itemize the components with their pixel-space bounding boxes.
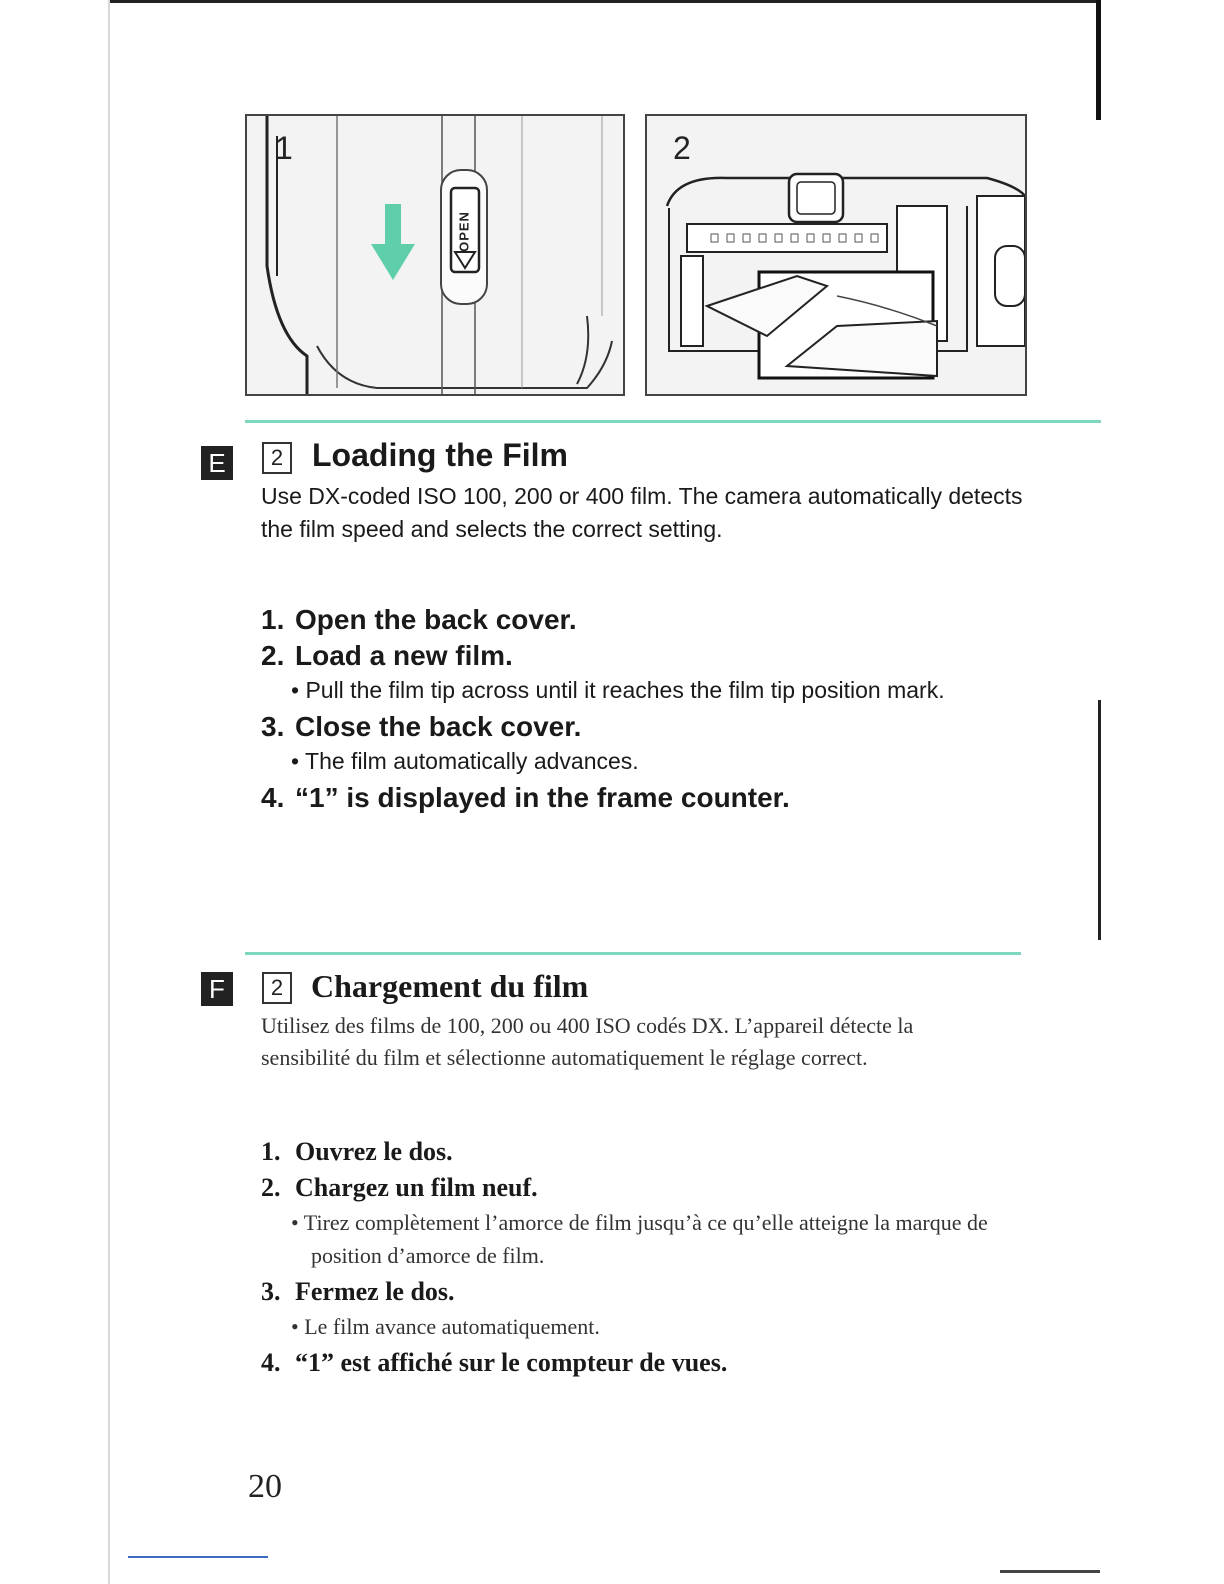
step-item: 3. Close the back cover.: [261, 711, 582, 742]
step-note: • Le film avance automatiquement.: [291, 1314, 600, 1339]
section-divider-english: [245, 420, 1101, 423]
figure-open-latch: [245, 114, 625, 396]
page-number: 20: [248, 1468, 282, 1505]
figure-number-1: 1: [275, 130, 293, 166]
scan-edge-bottom: [128, 1556, 268, 1558]
steps-list-french: [261, 1134, 1041, 1381]
step-item: 1. Open the back cover.: [261, 604, 577, 635]
step-item: 4. “1” est affiché sur le compteur de vues.: [261, 1348, 728, 1377]
intro-paragraph-french: Utilisez des films de 100, 200 ou 400 ISO codés DX. L’appareil détecte la sensibilité du film et sélectionne automatiquement le réglage correct.: [261, 1013, 914, 1070]
step-note: • Tirez complètement l’amorce de film jusqu’à ce qu’elle atteigne la marque de position d’amorce de film.: [291, 1210, 988, 1268]
steps-list-english: [261, 602, 1041, 816]
camera-side-illustration: [247, 116, 623, 394]
figure-load-film: [645, 114, 1027, 396]
open-latch-label: OPEN: [456, 211, 472, 252]
open-camera-illustration: [647, 116, 1025, 394]
step-note: • Pull the film tip across until it reaches the film tip position mark.: [291, 677, 945, 703]
figure-number-2: 2: [673, 130, 691, 166]
section-title-french: Chargement du film: [311, 968, 589, 1004]
scan-edge-top: [110, 0, 1100, 3]
step-item: 1. Ouvrez le dos.: [261, 1137, 453, 1166]
scan-edge-left: [108, 0, 110, 1584]
step-note: • The film automatically advances.: [291, 748, 639, 774]
scan-edge-bottom-right: [1000, 1570, 1100, 1573]
scan-edge-right: [1096, 0, 1101, 120]
section-number-box: 2: [262, 442, 292, 474]
section-number-box: 2: [262, 972, 292, 1004]
intro-paragraph-english: Use DX-coded ISO 100, 200 or 400 film. The camera automatically detects the film speed and selects the correct setting.: [261, 483, 1023, 542]
step-item: 2. Chargez un film neuf.: [261, 1173, 538, 1202]
step-item: 2. Load a new film.: [261, 640, 513, 671]
language-badge-french: F: [201, 972, 233, 1006]
section-title-english: Loading the Film: [312, 437, 568, 473]
step-item: 3. Fermez le dos.: [261, 1277, 455, 1306]
step-item: 4. “1” is displayed in the frame counter.: [261, 782, 790, 813]
section-divider-french: [245, 952, 1021, 955]
scan-edge-right-lower: [1098, 700, 1101, 940]
language-badge-english: E: [201, 446, 233, 480]
arrow-shaft: [385, 204, 401, 246]
